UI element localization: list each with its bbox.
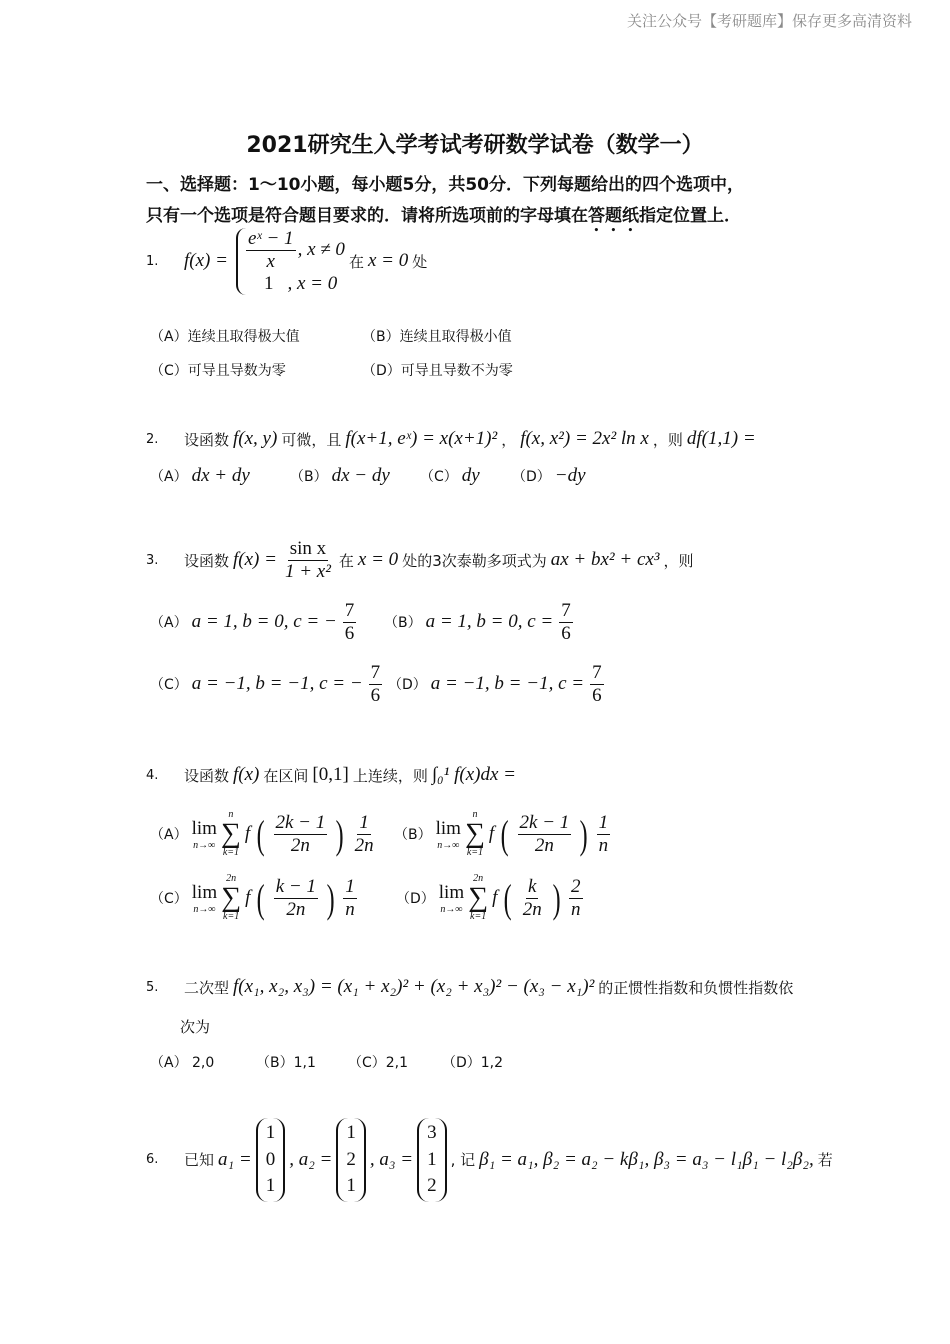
text: 处: [412, 252, 428, 271]
math: a = 1, b = 0, c =: [425, 611, 554, 633]
option-d: [512, 465, 586, 487]
label: （D）: [512, 469, 551, 485]
page-title: 2021研究生入学考试考研数学试卷（数学一）: [246, 133, 704, 158]
math: f: [245, 887, 251, 908]
math: dy: [461, 465, 480, 486]
question-4: [146, 764, 516, 786]
text: 设函数: [184, 766, 230, 785]
question-number: 1.: [146, 253, 159, 269]
sigma-icon: ∑: [221, 882, 242, 913]
numerator: k − 1: [275, 875, 316, 897]
text: 在: [338, 551, 354, 570]
math: [0,1]: [312, 764, 349, 785]
denominator: n: [571, 898, 581, 920]
numerator: 7: [592, 662, 602, 683]
text: 二次型: [184, 978, 230, 997]
right-paren-icon: ): [579, 811, 588, 857]
watermark: 关注公众号【考研题库】保存更多高清资料: [626, 12, 912, 30]
text: 处的3次泰勒多项式为: [402, 551, 547, 570]
math: , a₂ =: [289, 1148, 333, 1170]
label: （B）: [384, 615, 422, 632]
math: dx + dy: [191, 465, 250, 486]
math: f(x): [233, 764, 260, 785]
text: 已知: [184, 1151, 215, 1170]
denominator: n: [345, 898, 355, 920]
option-c: [420, 465, 480, 487]
text: ，: [501, 430, 517, 449]
math: , a₃ =: [369, 1148, 414, 1170]
entry: 2: [346, 1148, 356, 1170]
numerator: k: [527, 875, 537, 897]
entry: 1: [265, 1175, 276, 1197]
label: （A）: [150, 469, 188, 485]
option-b: [384, 600, 575, 645]
numerator: 2k − 1: [519, 811, 570, 833]
math: ax + bx² + cx³: [550, 549, 660, 571]
lim: lim: [435, 817, 461, 839]
numerator: 1: [598, 811, 609, 833]
option-c: （C）可导且导数为零: [150, 363, 286, 379]
entry: 2: [427, 1175, 437, 1197]
sum-upper: 2n: [473, 873, 484, 884]
math: f(x) =: [233, 549, 277, 571]
label: （C）: [150, 891, 188, 907]
math: ∫₀¹ f(x)dx =: [431, 764, 516, 785]
sum-lower: k=1: [470, 911, 487, 922]
text: , 记: [450, 1151, 476, 1170]
option-c: [150, 874, 359, 922]
option-b: （B）1,1: [256, 1055, 316, 1071]
denominator: 6: [344, 622, 355, 644]
left-paren-icon: (: [500, 811, 509, 857]
sigma-icon: ∑: [464, 818, 485, 849]
math: x = 0: [367, 250, 409, 272]
denominator: 6: [370, 684, 381, 706]
question-number: 2.: [146, 431, 159, 447]
lim: lim: [191, 817, 217, 839]
math: f(x₁, x₂, x₃) = (x₁ + x₂)² + (x₂ + x₃)² − (x₃ − x₁)²: [233, 976, 595, 997]
vector-a1: [256, 1118, 286, 1202]
text: ，则: [652, 430, 683, 449]
question-number: 6.: [146, 1152, 159, 1168]
text: 可微，且: [281, 430, 342, 449]
option-a: [150, 600, 358, 645]
sum-lower: k=1: [222, 847, 239, 858]
lim-subscript: n→∞: [440, 903, 463, 915]
math: df(1,1) =: [686, 428, 756, 449]
sum-lower: k=1: [466, 847, 484, 858]
entry: 1: [265, 1122, 276, 1143]
right-paren-icon: ): [335, 811, 344, 857]
math: f: [492, 887, 498, 908]
label: （A）: [150, 615, 188, 632]
math: f: [488, 823, 495, 844]
denominator: n: [598, 834, 609, 856]
numerator: 2k − 1: [275, 811, 326, 833]
sigma-icon: ∑: [468, 882, 489, 913]
left-paren-icon: (: [256, 811, 265, 857]
math: a₁ =: [218, 1148, 252, 1170]
question-5-cont: 次为: [180, 1018, 211, 1036]
sum-upper: n: [228, 809, 234, 820]
entry: 1: [427, 1148, 437, 1170]
question-2: [146, 428, 756, 450]
numerator: eˣ − 1: [247, 228, 294, 249]
question-number: 5.: [146, 979, 159, 995]
option-c: （C）2,1: [348, 1055, 409, 1071]
option-a: [150, 810, 378, 858]
math: f(x+1, eˣ) = x(x+1)²: [345, 428, 498, 449]
lim: lim: [191, 881, 218, 903]
label: （D）: [396, 891, 435, 907]
question-5: [146, 976, 793, 998]
numerator: 7: [370, 662, 381, 683]
label: （D）: [388, 677, 427, 694]
math: a = 1, b = 0, c = −: [191, 611, 337, 633]
math: f(x, y): [233, 428, 278, 449]
question-3: [146, 538, 694, 583]
sum-upper: n: [472, 809, 478, 820]
option-a: [150, 465, 250, 487]
denominator: 6: [561, 622, 571, 644]
option-b: [290, 465, 390, 487]
numerator: 7: [561, 600, 571, 621]
text: ，则: [663, 551, 694, 570]
label: （C）: [420, 469, 458, 485]
denominator: 2n: [522, 898, 542, 920]
denominator: 6: [592, 684, 602, 706]
label: （B）: [290, 469, 328, 485]
sum-lower: k=1: [223, 911, 240, 922]
text: 在区间: [263, 766, 309, 785]
lim: lim: [438, 881, 465, 903]
option-d: [388, 662, 606, 707]
text: 设函数: [184, 430, 230, 449]
text: 在: [348, 252, 364, 271]
option-d: （D）1,2: [442, 1055, 504, 1071]
instr-text: 只有一个选项是符合题目要求的．请将所选项前的字母填在: [146, 206, 588, 226]
numerator: 1: [359, 811, 369, 833]
math: a = −1, b = −1, c =: [430, 673, 585, 695]
option-a: （A）连续且取得极大值: [150, 329, 300, 345]
math: f(x) =: [184, 250, 228, 272]
lim-subscript: n→∞: [437, 839, 460, 851]
math: 1: [263, 272, 274, 294]
question-6: [146, 1118, 833, 1202]
left-paren-icon: (: [257, 875, 266, 921]
entry: 1: [346, 1122, 356, 1143]
question-number: 4.: [146, 767, 159, 783]
numerator: 2: [571, 875, 581, 897]
text: 的正惯性指数和负惯性指数依: [598, 978, 794, 997]
numerator: 1: [345, 875, 355, 897]
sigma-icon: ∑: [220, 818, 241, 849]
denominator: 1 + x²: [284, 560, 331, 582]
entry: 0: [265, 1148, 276, 1170]
denominator: 2n: [290, 834, 310, 856]
instr-text: 指定位置上．: [639, 206, 741, 226]
right-paren-icon: ): [326, 875, 335, 921]
math: dx − dy: [331, 465, 390, 486]
math: f: [244, 823, 251, 844]
lim-subscript: n→∞: [193, 839, 216, 851]
numerator: sin x: [289, 538, 327, 559]
math: −dy: [554, 465, 586, 486]
vector-a2: [336, 1118, 366, 1202]
math: β₁ = a₁, β₂ = a₂ − kβ₁, β₃ = a₃ − l₁β₁ − l₂β₂,: [479, 1148, 814, 1170]
label: （B）: [394, 827, 432, 843]
lim-subscript: n→∞: [193, 903, 216, 915]
option-a: （A） 2,0: [150, 1055, 215, 1071]
math: x = 0: [357, 549, 399, 571]
label: （C）: [150, 677, 188, 694]
option-c: [150, 662, 384, 707]
vector-a3: [417, 1118, 447, 1202]
entry: 3: [427, 1122, 437, 1143]
option-d: [396, 874, 585, 922]
option-b: [394, 810, 612, 858]
math: a = −1, b = −1, c = −: [191, 673, 363, 695]
option-d: （D）可导且导数不为零: [362, 363, 513, 379]
denominator: 2n: [354, 834, 374, 856]
numerator: 7: [344, 600, 355, 621]
text: 若: [817, 1151, 833, 1170]
math: , x ≠ 0: [297, 238, 345, 260]
question-1: [146, 228, 427, 295]
instr-emphasis: 答题纸: [588, 206, 639, 226]
option-b: （B）连续且取得极小值: [362, 329, 512, 345]
left-paren-icon: (: [504, 875, 513, 921]
piecewise: [236, 228, 345, 295]
denominator: 2n: [286, 898, 306, 920]
math: f(x, x²) = 2x² ln x: [520, 428, 649, 449]
section-instructions-1: 一、选择题：1～10小题，每小题5分，共50分．下列每题给出的四个选项中，: [146, 175, 744, 195]
text: 设函数: [184, 551, 230, 570]
denominator: x: [266, 250, 275, 272]
entry: 1: [346, 1175, 356, 1197]
text: 上连续，则: [352, 766, 428, 785]
denominator: 2n: [534, 834, 554, 856]
label: （A）: [150, 827, 188, 843]
right-paren-icon: ): [552, 875, 561, 921]
math: , x = 0: [287, 272, 338, 294]
sum-upper: 2n: [226, 873, 237, 884]
question-number: 3.: [146, 552, 159, 568]
